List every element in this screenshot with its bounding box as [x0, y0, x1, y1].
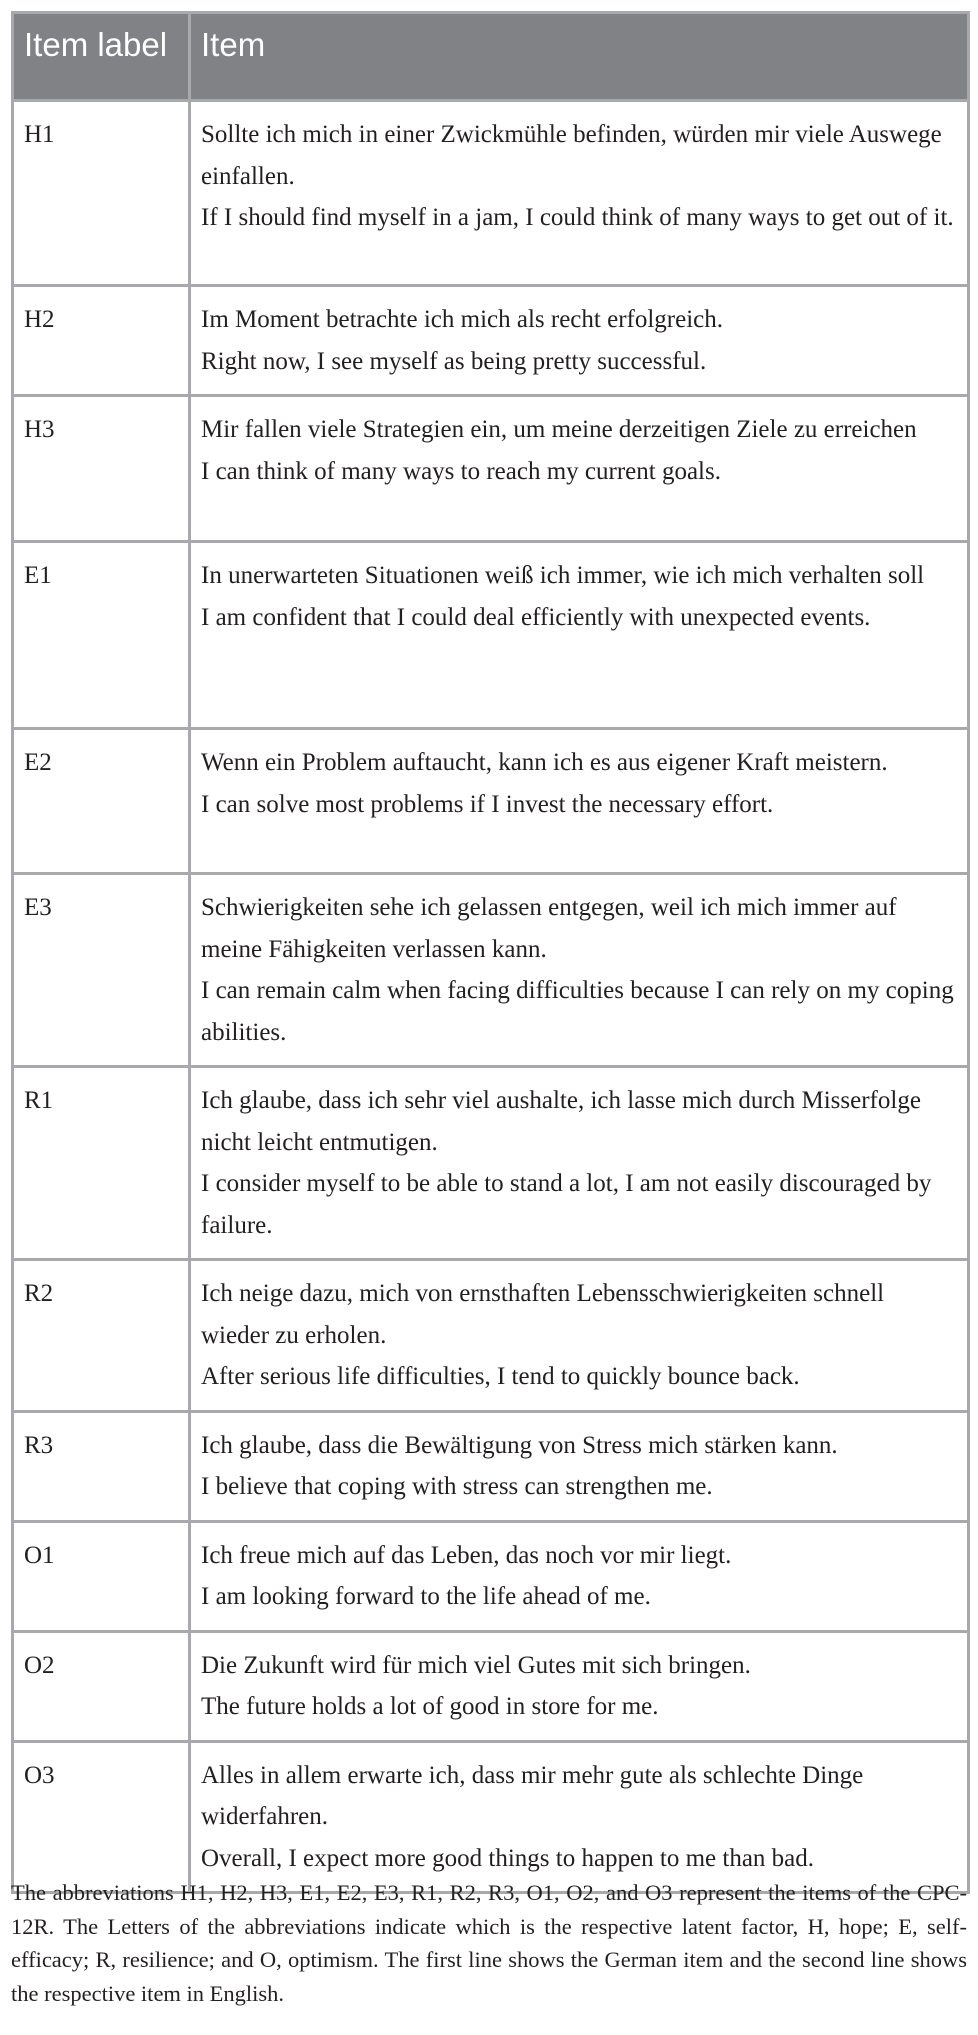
item-text-cell: [190, 101, 969, 286]
items-table: [11, 11, 970, 1894]
items-table-container: [11, 11, 967, 1894]
german-item-text: Ich glaube, dass ich sehr viel aushalte, ich lasse mich durch Misserfolge nicht leicht entmutigen.: [201, 1087, 921, 1156]
english-item-text: I can solve most problems if I invest the necessary effort.: [201, 790, 774, 818]
item-label-cell: R3: [13, 1411, 190, 1521]
item-text-cell: [190, 1521, 969, 1631]
item-label-cell: H1: [13, 101, 190, 286]
table-row: [13, 874, 969, 1067]
table-row: [13, 729, 969, 874]
item-text-cell: [190, 542, 969, 729]
item-text-cell: [190, 1631, 969, 1741]
item-text-cell: [190, 1260, 969, 1412]
item-text-cell: [190, 1411, 969, 1521]
english-item-text: Overall, I expect more good things to happen to me than bad.: [201, 1844, 815, 1872]
header-row: [13, 13, 969, 101]
item-label-cell: H2: [13, 286, 190, 396]
german-item-text: Wenn ein Problem auftaucht, kann ich es aus eigener Kraft meistern.: [201, 749, 888, 776]
german-item-text: Alles in allem erwarte ich, dass mir mehr gute als schlechte Dinge widerfahren.: [201, 1761, 864, 1830]
german-item-text: Schwierigkeiten sehe ich gelassen entgegen, weil ich mich immer auf meine Fähigkeiten verlassen kann.: [201, 894, 897, 963]
english-item-text: If I should find myself in a jam, I could think of many ways to get out of it.: [201, 204, 954, 231]
table-row: [13, 286, 969, 396]
german-item-text: Ich glaube, dass die Bewältigung von Stress mich stärken kann.: [201, 1431, 838, 1459]
item-label-cell: O1: [13, 1521, 190, 1631]
table-row: [13, 1411, 969, 1521]
item-text-cell: [190, 729, 969, 874]
english-item-text: The future holds a lot of good in store for me.: [201, 1693, 659, 1720]
table-row: [13, 1067, 969, 1260]
item-text-cell: [190, 1067, 969, 1260]
table-header: [13, 13, 969, 101]
item-text-cell: [190, 286, 969, 396]
german-item-text: Mir fallen viele Strategien ein, um meine derzeitigen Ziele zu erreichen: [201, 416, 917, 443]
german-item-text: Ich neige dazu, mich von ernsthaften Lebensschwierigkeiten schnell wieder zu erholen.: [201, 1280, 885, 1349]
item-label-cell: R1: [13, 1067, 190, 1260]
english-item-text: I believe that coping with stress can strengthen me.: [201, 1473, 713, 1500]
english-item-text: I can remain calm when facing difficulties because I can rely on my coping abilities.: [201, 977, 954, 1046]
table-footnote: The abbreviations H1, H2, H3, E1, E2, E3, R1, R2, R3, O1, O2, and O3 represent the items of the CPC-12R. The Letters of the abbreviations indicate which is the respective latent factor, H, hope; E, self-efficacy; R, resilience; and O, optimism. The first line shows the German item and the second line shows the respective item in English.: [11, 1880, 967, 2006]
item-label-cell: R2: [13, 1260, 190, 1412]
item-label-cell: E3: [13, 874, 190, 1067]
english-item-text: After serious life difficulties, I tend to quickly bounce back.: [201, 1363, 800, 1390]
table-row: [13, 1741, 969, 1893]
german-item-text: In unerwarteten Situationen weiß ich immer, wie ich mich verhalten soll: [201, 562, 925, 589]
item-label-cell: E1: [13, 542, 190, 729]
german-item-text: Sollte ich mich in einer Zwickmühle befinden, würden mir viele Auswege einfallen.: [201, 121, 942, 190]
german-item-text: Ich freue mich auf das Leben, das noch vor mir liegt.: [201, 1541, 732, 1569]
german-item-text: Im Moment betrachte ich mich als recht erfolgreich.: [201, 306, 724, 333]
item-label-cell: O3: [13, 1741, 190, 1893]
item-label-cell: H3: [13, 396, 190, 542]
table-row: [13, 101, 969, 286]
table-row: [13, 1260, 969, 1412]
table-row: [13, 396, 969, 542]
table-row: [13, 1521, 969, 1631]
header-item: Item: [190, 13, 969, 101]
english-item-text: Right now, I see myself as being pretty successful.: [201, 347, 707, 375]
english-item-text: I am confident that I could deal efficiently with unexpected events.: [201, 603, 871, 631]
item-text-cell: [190, 396, 969, 542]
english-item-text: I consider myself to be able to stand a lot, I am not easily discouraged by failure.: [201, 1170, 932, 1239]
table-body: [13, 101, 969, 1893]
item-label-cell: E2: [13, 729, 190, 874]
english-item-text: I am looking forward to the life ahead of me.: [201, 1583, 651, 1610]
english-item-text: I can think of many ways to reach my current goals.: [201, 457, 721, 485]
item-label-cell: O2: [13, 1631, 190, 1741]
item-text-cell: [190, 874, 969, 1067]
german-item-text: Die Zukunft wird für mich viel Gutes mit sich bringen.: [201, 1651, 751, 1679]
table-row: [13, 1631, 969, 1741]
header-item-label: Item label: [13, 13, 190, 101]
item-text-cell: [190, 1741, 969, 1893]
table-row: [13, 542, 969, 729]
